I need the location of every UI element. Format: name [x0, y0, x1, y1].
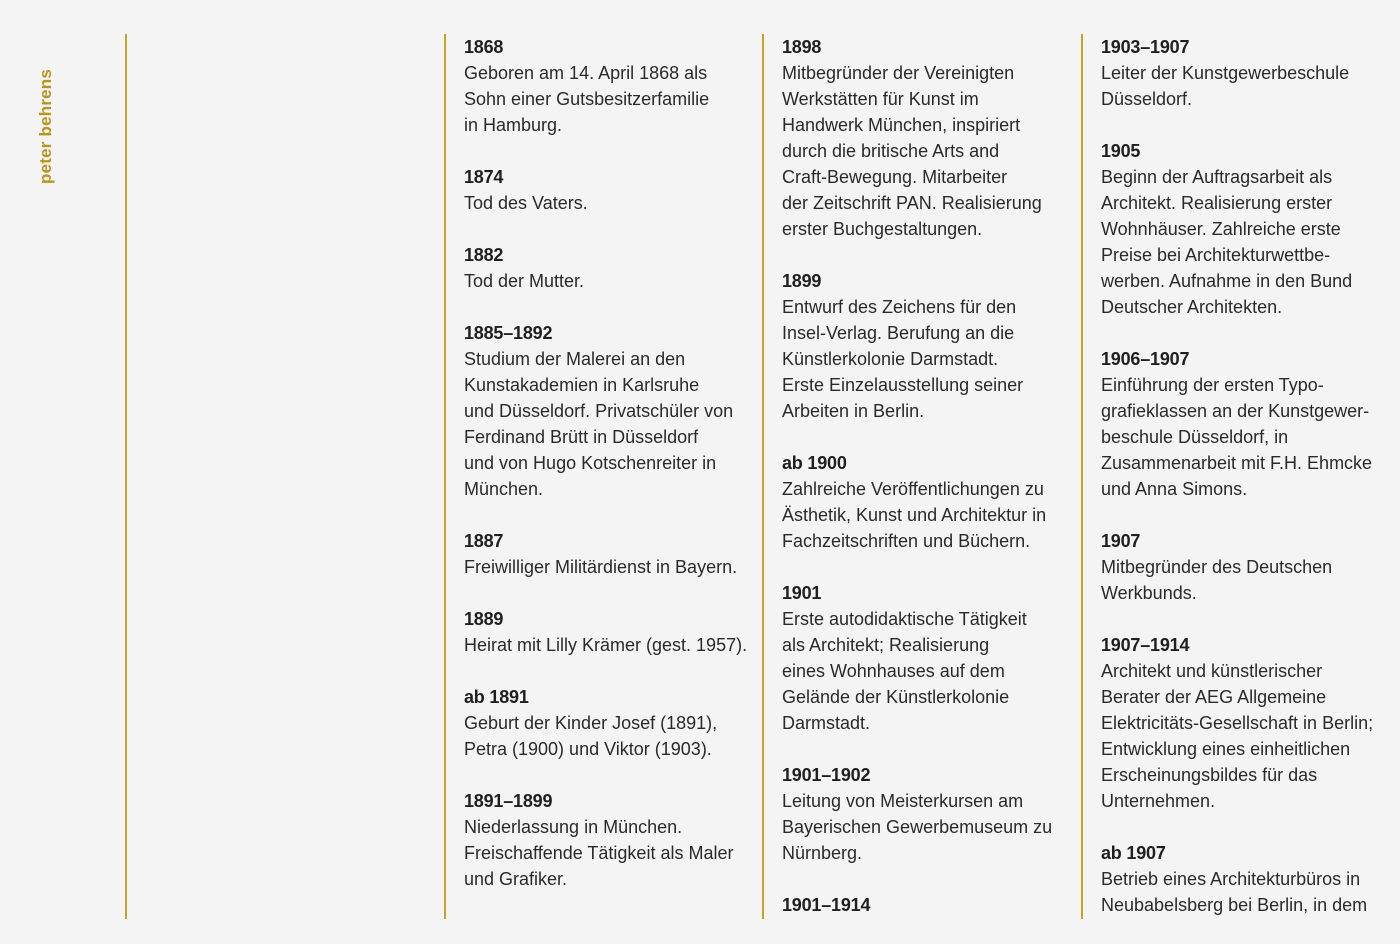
entry-description-line: Beginn der Auftragsarbeit als [1101, 167, 1333, 187]
entry-description-line: Unternehmen. [1101, 791, 1216, 811]
entry-description-line: Tod des Vaters. [464, 193, 588, 213]
entry-description-line: werben. Aufnahme in den Bund [1101, 271, 1353, 291]
entry-description-line: Preise bei Architekturwettbe- [1101, 245, 1331, 265]
entry-year: ab 1891 [464, 687, 529, 707]
entry-description-line: Freischaffende Tätigkeit als Maler [464, 843, 734, 863]
timeline-entry [464, 788, 769, 892]
timeline-column-1 [464, 34, 769, 918]
entry-description-line: Betrieb eines Architekturbüros in [1101, 869, 1361, 889]
entry-description-line: Darmstadt. [782, 713, 871, 733]
entry-description-line: Sohn einer Gutsbesitzerfamilie [464, 89, 710, 109]
entry-description-line: Freiwilliger Militärdienst in Bayern. [464, 557, 738, 577]
entry-description-line: Düsseldorf. [1101, 89, 1193, 109]
entry-description-line: Entwurf des Zeichens für den [782, 297, 1017, 317]
timeline-entry [464, 606, 769, 658]
timeline-entry [464, 164, 769, 216]
timeline-column-2 [782, 34, 1087, 944]
entry-year: 1907 [1101, 531, 1141, 551]
entry-description-line: Mitbegründer der Vereinigten [782, 63, 1015, 83]
entry-year: 1905 [1101, 141, 1141, 161]
entry-description-line: beschule Düsseldorf, in [1101, 427, 1289, 447]
timeline-column-3 [1101, 34, 1400, 944]
timeline-entry [1101, 528, 1400, 606]
entry-description-line: Zahlreiche Veröffentlichungen zu [782, 479, 1044, 499]
entry-description-line: Erscheinungsbildes für das [1101, 765, 1318, 785]
entry-year: 1874 [464, 167, 504, 187]
entry-description-line: Künstlerkolonie Darmstadt. [782, 349, 999, 369]
entry-description-line: Leitung von Meisterkursen am [782, 791, 1024, 811]
entry-description-line: eines Wohnhauses auf dem [782, 661, 1005, 681]
timeline-entry [782, 34, 1087, 242]
entry-description-line: Deutscher Architekten. [1101, 297, 1283, 317]
timeline-entry [1101, 632, 1400, 814]
entry-description-line: in Hamburg. [464, 115, 563, 135]
timeline-entry [1101, 840, 1400, 918]
entry-description-line: der Zeitschrift PAN. Realisierung [782, 193, 1042, 213]
entry-description-line: Mitbegründer des Deutschen [1101, 557, 1333, 577]
entry-description-line: grafieklassen an der Kunstgewer- [1101, 401, 1370, 421]
entry-description-line: Arbeiten in Berlin. [782, 401, 925, 421]
entry-description-line: durch die britische Arts and [782, 141, 1000, 161]
entry-description-line: Leiter der Kunstgewerbeschule [1101, 63, 1350, 83]
timeline-entry [464, 320, 769, 502]
column-divider [125, 34, 127, 919]
timeline-entry [782, 762, 1087, 866]
timeline-entry [1101, 346, 1400, 502]
timeline-entry [464, 684, 769, 762]
entry-year: ab 1907 [1101, 843, 1166, 863]
entry-year: 1907–1914 [1101, 635, 1190, 655]
entry-description-line: Architekt. Realisierung erster [1101, 193, 1333, 213]
timeline-entry [782, 580, 1087, 736]
timeline-entry [782, 268, 1087, 424]
entry-description-line: Einführung der ersten Typo- [1101, 375, 1324, 395]
entry-description-line: Petra (1900) und Viktor (1903). [464, 739, 712, 759]
entry-year: 1868 [464, 37, 504, 57]
entry-description-line: Wohnhäuser. Zahlreiche erste [1101, 219, 1341, 239]
entry-description-line: Ästhetik, Kunst und Architektur in [782, 505, 1047, 525]
entry-description-line: und von Hugo Kotschenreiter in [464, 453, 717, 473]
entry-description-line: Gelände der Künstlerkolonie [782, 687, 1010, 707]
entry-description-line: Fachzeitschriften und Büchern. [782, 531, 1031, 551]
brand-text: peter behrens [36, 68, 55, 184]
entry-description-line: Geboren am 14. April 1868 als [464, 63, 708, 83]
timeline-entry [782, 450, 1087, 554]
timeline-entry [1101, 138, 1400, 320]
entry-year: 1901–1914 [782, 895, 871, 915]
entry-description-line: Insel-Verlag. Berufung an die [782, 323, 1015, 343]
entry-description-line: Berater der AEG Allgemeine [1101, 687, 1327, 707]
entry-description-line: Tod der Mutter. [464, 271, 585, 291]
entry-year: 1901–1902 [782, 765, 871, 785]
entry-year: 1903–1907 [1101, 37, 1190, 57]
entry-description-line: Architekt und künstlerischer [1101, 661, 1323, 681]
entry-description-line: Elektricitäts-Gesellschaft in Berlin; [1101, 713, 1374, 733]
entry-description-line: und Anna Simons. [1101, 479, 1248, 499]
timeline-entry [1101, 34, 1400, 112]
entry-description-line: Zusammenarbeit mit F.H. Ehmcke [1101, 453, 1373, 473]
entry-year: 1891–1899 [464, 791, 553, 811]
entry-description-line: München. [464, 479, 544, 499]
entry-year: 1882 [464, 245, 504, 265]
entry-description-line: als Architekt; Realisierung [782, 635, 990, 655]
entry-description-line: Werkstätten für Kunst im [782, 89, 979, 109]
entry-description-line: Geburt der Kinder Josef (1891), [464, 713, 718, 733]
entry-year: 1901 [782, 583, 822, 603]
entry-description-line: Craft-Bewegung. Mitarbeiter [782, 167, 1008, 187]
entry-year: 1887 [464, 531, 504, 551]
entry-description-line: und Grafiker. [464, 869, 568, 889]
entry-year: ab 1900 [782, 453, 847, 473]
entry-description-line: Werkbunds. [1101, 583, 1197, 603]
entry-description-line: Nürnberg. [782, 843, 863, 863]
entry-description-line: Kunstakademien in Karlsruhe [464, 375, 700, 395]
timeline-entry [464, 528, 769, 580]
timeline-entry [464, 34, 769, 138]
timeline-entry [464, 242, 769, 294]
entry-description-line: Neubabelsberg bei Berlin, in dem [1101, 895, 1368, 915]
entry-year: 1898 [782, 37, 822, 57]
entry-year: 1899 [782, 271, 822, 291]
entry-description-line: Studium der Malerei an den [464, 349, 686, 369]
entry-description-line: Erste autodidaktische Tätigkeit [782, 609, 1027, 629]
entry-year: 1885–1892 [464, 323, 553, 343]
entry-description-line: und Düsseldorf. Privatschüler von [464, 401, 734, 421]
entry-description-line: Erste Einzelausstellung seiner [782, 375, 1024, 395]
entry-description-line: erster Buchgestaltungen. [782, 219, 983, 239]
entry-description-line: Niederlassung in München. [464, 817, 683, 837]
entry-description-line: Bayerischen Gewerbemuseum zu [782, 817, 1053, 837]
entry-year: 1889 [464, 609, 504, 629]
brand-vertical-title [32, 40, 66, 190]
entry-description-line: Ferdinand Brütt in Düsseldorf [464, 427, 699, 447]
column-divider [444, 34, 446, 919]
entry-year: 1906–1907 [1101, 349, 1190, 369]
entry-description-line: Handwerk München, inspiriert [782, 115, 1021, 135]
entry-description-line: Entwicklung eines einheitlichen [1101, 739, 1351, 759]
timeline-entry [782, 892, 1087, 918]
entry-description-line: Heirat mit Lilly Krämer (gest. 1957). [464, 635, 748, 655]
